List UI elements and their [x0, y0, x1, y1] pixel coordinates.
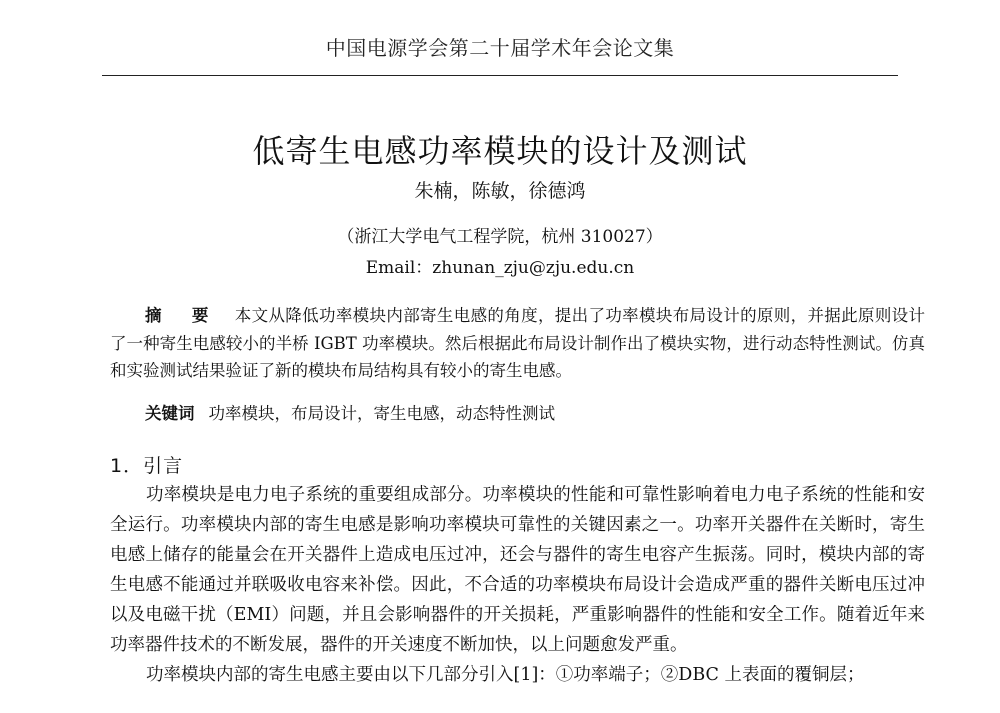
body-paragraph: 功率模块内部的寄生电感主要由以下几部分引入[1]：①功率端子；②DBC 上表面的覆铜层； [146, 665, 865, 685]
body-paragraph: 功率模块是电力电子系统的重要组成部分。功率模块的性能和可靠性影响着电力电子系统的性能和安全运行。功率模块内部的寄生电感是影响功率模块可靠性的关键因素之一。功率开关器件在关断时，寄生电感上储存的能量会在开关器件上造成电压过冲，还会与器件的寄生电容产生振荡。同时，模块内部的寄生电感不能通过并联吸收电容来补偿。因此，不合适的功率模块布局设计会造成严重的器件关断电压过冲以及电磁干扰（EMI）问题，并且会影响器件的开关损耗，严重影响器件的性能和安全工作。随着近年来功率器件技术的不断发展，器件的开关速度不断加快，以上问题愈发严重。 [110, 485, 925, 655]
keywords-text: 功率模块，布局设计，寄生电感，动态特性测试 [208, 404, 555, 423]
abstract-text: 本文从降低功率模块内部寄生电感的角度，提出了功率模块布局设计的原则，并据此原则设计了一种寄生电感较小的半桥 IGBT 功率模块。然后根据此布局设计制作出了模块实物，进行动态特性测试。仿真和实验测试结果验证了新的模块布局结构具有较小的寄生电感。 [110, 306, 926, 380]
keywords-label: 关键词 [145, 404, 195, 423]
running-header-title: 中国电源学会第二十届学术年会论文集 [325, 36, 675, 60]
author-email: Email：zhunan_zju@zju.edu.cn [365, 258, 635, 278]
abstract-block [110, 302, 925, 385]
header-rule [102, 75, 898, 76]
section-heading-introduction: 1．引言 [110, 455, 184, 477]
paper-affiliation: （浙江大学电气工程学院，杭州 310027） [337, 227, 663, 247]
keywords-block [145, 400, 925, 427]
paper-authors: 朱楠，陈敏，徐德鸿 [414, 180, 586, 202]
abstract-label: 摘 要 [145, 306, 221, 325]
section-body [110, 480, 925, 690]
paper-title: 低寄生电感功率模块的设计及测试 [252, 132, 748, 171]
